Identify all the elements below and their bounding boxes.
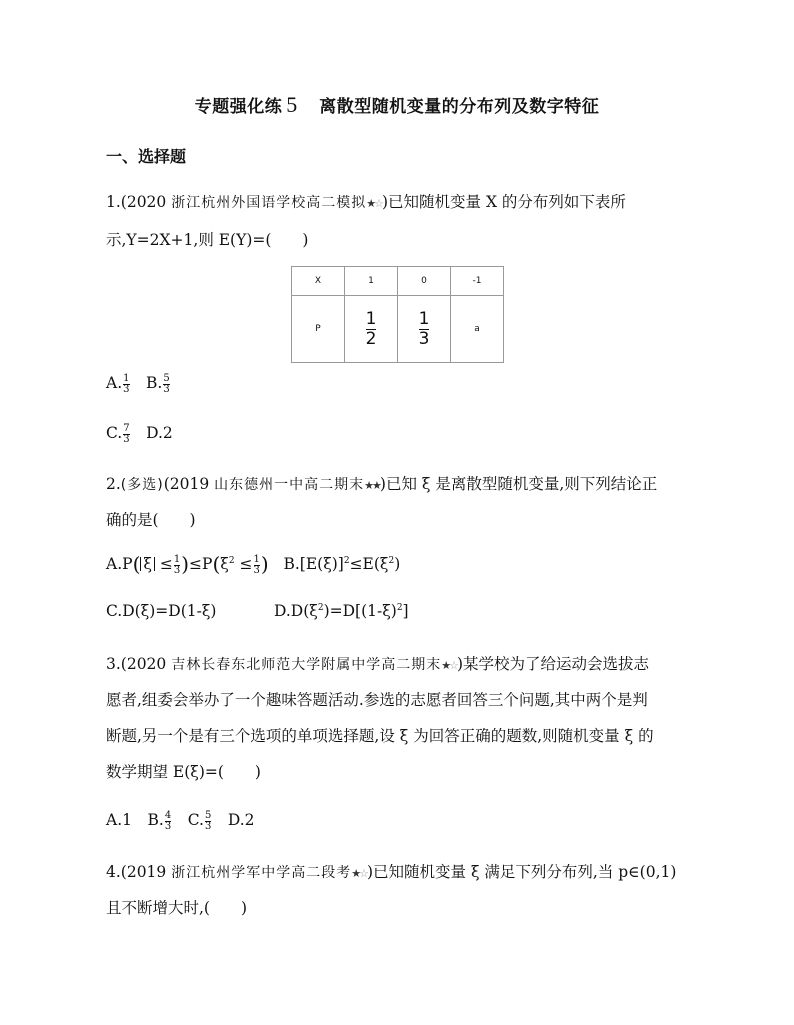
q3-line2: 愿者,组委会举办了一个趣味答题活动.参选的志愿者回答三个问题,其中两个是判 [106, 691, 648, 709]
option-a-label: A.P [106, 555, 133, 573]
denominator: 3 [173, 564, 181, 576]
option-c-label: C. [187, 811, 204, 829]
option-b: B.[E(ξ)] [283, 555, 344, 573]
numerator: 1 [418, 308, 430, 329]
option-c: C.D(ξ)=D(1-ξ) [106, 602, 217, 620]
q1-source: 浙江杭州外国语学校高二模拟 [171, 195, 367, 211]
denominator: 3 [123, 383, 130, 395]
paren-close: ) [260, 552, 269, 576]
table-cell: 0 [398, 267, 451, 296]
option-d: D.D(ξ [274, 602, 318, 620]
q3-options [106, 808, 255, 832]
page-title [0, 92, 794, 118]
q2-year: (2019 [163, 475, 215, 493]
q4-source: 浙江杭州学军中学高二段考 [171, 865, 352, 881]
q3-source: 吉林长春东北师范大学附属中学高二期末 [171, 657, 442, 673]
xi: ξ [220, 555, 229, 573]
superscript: 2 [228, 555, 235, 566]
numerator: 1 [365, 308, 377, 329]
fraction [123, 424, 129, 445]
denominator: 3 [253, 564, 260, 576]
star-icon: ★ [441, 659, 450, 672]
denominator: 3 [123, 433, 130, 445]
option-d-end: ] [402, 602, 409, 620]
q2-tag: (多选) [120, 477, 164, 493]
q3-line1 [106, 652, 649, 674]
q1-number: 1.(2020 [106, 193, 172, 211]
le-symbol: ≤ [239, 555, 253, 573]
q1-line2: 示,Y=2X+1,则 E(Y)=( ) [106, 231, 309, 249]
table-cell: P [292, 296, 345, 363]
q3-line4: 数学期望 E(ξ)=( ) [106, 763, 261, 781]
table-cell: -1 [451, 267, 504, 296]
denominator: 3 [204, 820, 212, 832]
q2-options-ab [106, 552, 400, 576]
option-d: D.2 [146, 424, 173, 442]
q1-line1 [106, 190, 626, 212]
difficulty-stars [351, 867, 367, 880]
numerator: 1 [253, 553, 260, 565]
option-d: D.2 [227, 811, 255, 829]
numerator: 4 [164, 809, 172, 821]
option-a-label: A. [106, 374, 123, 392]
q4-number: 4.(2019 [106, 863, 172, 881]
fraction [163, 374, 169, 395]
section-heading: 一、选择题 [106, 147, 187, 166]
table-cell [398, 296, 451, 363]
q2-line1 [106, 472, 657, 494]
fraction [165, 811, 171, 832]
q3-text: )某学校为了给运动会选拔志 [456, 655, 650, 673]
option-b-label: B. [147, 811, 164, 829]
table-cell: 1 [345, 267, 398, 296]
fraction [123, 374, 129, 395]
star-outline-icon: ☆ [359, 867, 367, 880]
option-a-mid: ≤P [189, 555, 213, 573]
option-b-end: ) [394, 555, 401, 573]
fraction [254, 555, 260, 576]
fraction [174, 555, 180, 576]
difficulty-stars [366, 197, 382, 210]
difficulty-stars [441, 659, 457, 672]
numerator: 7 [123, 422, 130, 434]
table-cell [345, 296, 398, 363]
fraction [419, 310, 430, 349]
q4-line1 [106, 860, 676, 882]
q1-options-cd [106, 421, 173, 445]
superscript: 2 [396, 602, 403, 613]
star-outline-icon: ☆ [449, 659, 457, 672]
option-d-mid: )=D[(1-ξ) [323, 602, 397, 620]
table-row [292, 296, 504, 363]
numerator: 5 [204, 809, 212, 821]
le-symbol: ≤ [159, 555, 173, 573]
numerator: 5 [163, 372, 170, 384]
numerator: 1 [173, 553, 181, 565]
star-icon: ★ [351, 867, 360, 880]
table-cell: X [292, 267, 345, 296]
option-a: A.1 [106, 811, 132, 829]
title-text: 离散型随机变量的分布列及数字特征 [319, 97, 600, 117]
q4-text: )已知随机变量 ξ 满足下列分布列,当 p∈(0,1) [366, 863, 677, 881]
q2-number: 2. [106, 475, 121, 493]
paren-close: ) [181, 552, 190, 576]
abs-value: ξ [140, 557, 155, 571]
q2-line2: 确的是( ) [106, 511, 196, 529]
denominator: 3 [163, 383, 170, 395]
fraction [205, 811, 211, 832]
denominator: 3 [418, 328, 430, 349]
option-b-tail: ≤E(ξ [349, 555, 389, 573]
paren-open: ( [212, 552, 221, 576]
q2-source: 山东德州一中高二期末 [214, 477, 365, 493]
paren-open: ( [132, 552, 141, 576]
title-prefix: 专题强化练 [194, 97, 283, 117]
star-icon: ★ [372, 479, 380, 492]
denominator: 2 [365, 328, 377, 349]
q3-number: 3.(2020 [106, 655, 172, 673]
q2-options-cd [106, 602, 409, 620]
q4-line2: 且不断增大时,( ) [106, 899, 248, 917]
table-cell: a [451, 296, 504, 363]
superscript: 2 [388, 555, 395, 566]
star-icon: ★ [364, 479, 373, 492]
option-b-label: B. [146, 374, 163, 392]
superscript: 2 [343, 555, 350, 566]
fraction [366, 310, 377, 349]
title-number: 5 [286, 92, 298, 117]
numerator: 1 [123, 372, 130, 384]
distribution-table [291, 266, 504, 363]
q1-text: )已知随机变量 X 的分布列如下表所 [381, 193, 626, 211]
q1-options-ab [106, 371, 171, 395]
difficulty-stars [364, 479, 380, 492]
q2-text: )已知 ξ 是离散型随机变量,则下列结论正 [379, 475, 658, 493]
star-icon: ★ [366, 197, 375, 210]
table-row [292, 267, 504, 296]
star-outline-icon: ☆ [374, 197, 382, 210]
denominator: 3 [164, 820, 172, 832]
q3-line3: 断题,另一个是有三个选项的单项选择题,设 ξ 为回答正确的题数,则随机变量 ξ 的 [106, 727, 654, 745]
option-c-label: C. [106, 424, 123, 442]
superscript: 2 [317, 602, 324, 613]
